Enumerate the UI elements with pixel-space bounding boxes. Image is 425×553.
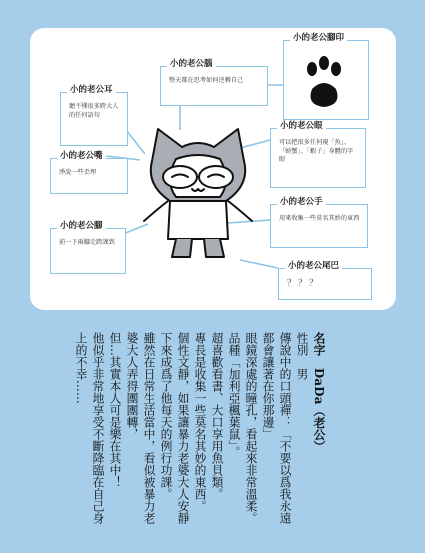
profile-line-6: 專長是收集一些莫名其妙的東西。 [193,332,207,512]
tail-body: ？？？ [287,279,321,289]
profile-line-7: 個性文靜，如果讓暴力老婆大人安靜 [176,332,190,524]
feet-box [50,221,126,274]
profile-line-1: 傳說中的口頭禪：「不要以爲我永遠 [278,332,292,524]
eyes-body: 可以把很多任何視「魚」、「螃蟹」、「蝦子」身體的字眼 [279,139,354,163]
hands-box [270,197,368,248]
eyes-box [270,121,366,188]
mouth-body: 淨說一些歪理 [59,169,97,176]
profile-gender: 性別 男 [295,332,309,380]
profile-line-9: 雖然在日常生活當中，看似被暴力老 [142,332,156,524]
feet-title: 小的老公腳 [57,220,106,232]
profile-line-12: 他似乎非常地享受不斷降臨在自己身 [91,332,105,524]
footprint-title: 小的老公腳印 [290,32,347,44]
hands-title: 小的老公手 [277,196,326,208]
profile-line-10: 婆大人弄得團團轉， [125,332,139,440]
profile-line-4: 品種「加利亞楓葉鼠」。 [227,332,241,459]
cat-character-illustration [140,123,255,263]
tail-title: 小的老公尾巴 [285,260,342,272]
profile-line-3: 眼鏡深處的瞳孔，看起來非常溫柔。 [244,332,258,524]
profile-line-11: 但…其實本人可是樂在其中！ [108,332,122,488]
pawprint-icon [302,55,350,111]
profile-line-2: 都會讓著在你那邊」 [261,332,275,440]
ears-title: 小的老公耳 [67,84,116,96]
hands-body: 用來收集一些莫名其妙的東西 [279,215,360,222]
feet-body: 前一下兩腳走跨課到 [59,239,115,246]
eyes-title: 小的老公眼 [277,120,326,132]
profile-line-5: 超喜歡看書、大口享用魚貝類。 [210,332,224,500]
mouth-box [50,151,128,194]
character-card [30,28,396,310]
mouth-title: 小的老公嘴 [57,150,106,162]
ears-body: 聽不懂很多跨大人的任何語句 [69,103,119,119]
profile-name: 名字 DaDa（老公） [312,332,326,453]
brain-body: 整天都在思考如何逆轉自己 [169,77,244,84]
tail-box [278,261,372,300]
profile-line-8: 下來成爲了他每天的例行功課。 [159,332,173,500]
brain-box [160,59,268,106]
footprint-box [283,33,369,120]
brain-title: 小的老公腦 [167,58,216,70]
profile-line-13: 上的不幸…… [74,332,88,404]
ears-box [60,85,128,146]
